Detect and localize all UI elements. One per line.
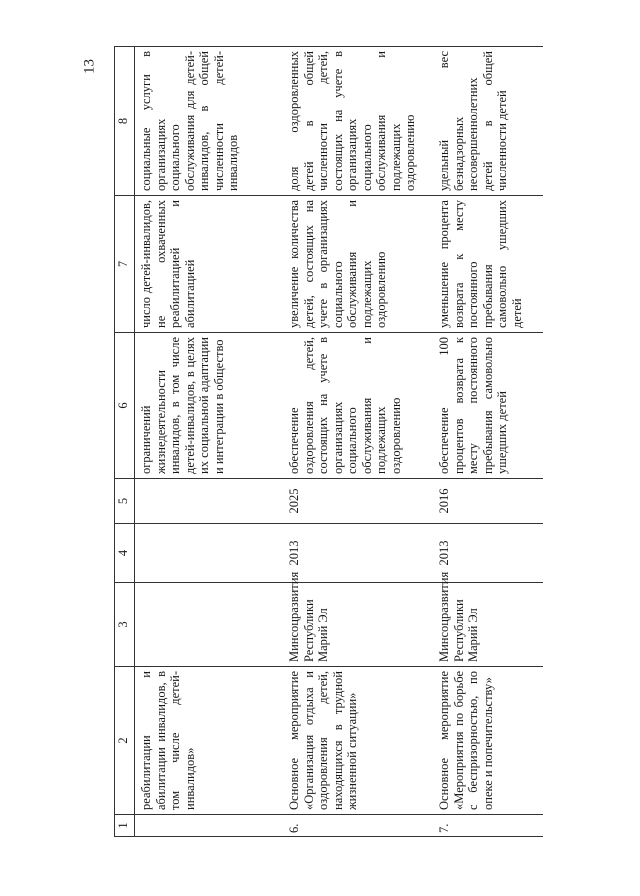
header-cell: 3	[115, 583, 135, 667]
header-cell: 6	[115, 333, 135, 479]
start-year-cell	[135, 524, 284, 583]
header-cell: 5	[115, 479, 135, 524]
consequence-cell: уменьшение процента возврата к месту постоянного пребывания самовольно ушедших детей	[433, 196, 543, 333]
header-cell: 8	[115, 47, 135, 196]
start-year-cell: 2013	[283, 524, 433, 583]
event-cell: Основное мероприятие «Мероприятия по борьбе с беспризорностью, по опеке и попечительству»	[433, 667, 543, 815]
end-year-cell: 2016	[433, 479, 543, 524]
event-cell: реабилитации и абилитации инвалидов, в том числе детей-инвалидов»	[135, 667, 284, 815]
table-row	[135, 47, 284, 837]
header-cell: 1	[115, 815, 135, 837]
end-year-cell: 2025	[283, 479, 433, 524]
event-cell: Основное мероприятие «Организация отдыха и оздоровления детей, находящихся в трудной жизненной ситуации»	[283, 667, 433, 815]
page-number: 13	[81, 59, 98, 74]
header-cell: 2	[115, 667, 135, 815]
table-header	[115, 47, 135, 837]
table-row	[283, 47, 433, 837]
rotated-table-wrapper	[114, 47, 529, 837]
program-table	[114, 46, 543, 837]
executor-cell: Минсоцразвития Республики Марий Эл	[283, 583, 433, 667]
row-number-cell	[135, 815, 284, 837]
start-year-cell: 2013	[433, 524, 543, 583]
executor-cell	[135, 583, 284, 667]
consequence-cell: увеличение количества детей, состоящих на учете в организациях социального обслуживания и подлежащих оздоровлению	[283, 196, 433, 333]
result-cell: обеспечение оздоровления детей, состоящих на учете в организациях социального обслуживания и подлежащих оздоровлению	[283, 333, 433, 479]
row-number-cell: 7.	[433, 815, 543, 837]
header-cell: 4	[115, 524, 135, 583]
indicator-cell: удельный вес безнадзорных несовершеннолетних детей в общей численности детей	[433, 47, 543, 196]
consequence-cell: число детей-инвалидов, не охваченных реабилитацией и абилитацией	[135, 196, 284, 333]
table-row	[433, 47, 543, 837]
result-cell: обеспечение 100 процентов возврата к месту постоянного пребывания самовольно ушедших детей	[433, 333, 543, 479]
indicator-cell: доля оздоровленных детей в общей численности детей, состоящих на учете в организациях социального обслуживания и подлежащих оздоровлению	[283, 47, 433, 196]
end-year-cell	[135, 479, 284, 524]
executor-cell: Минсоцразвития Республики Марий Эл	[433, 583, 543, 667]
result-cell: ограничений жизнедеятельности инвалидов, в том числе детей-инвалидов, в целях их социальной адаптации и интеграции в общество	[135, 333, 284, 479]
indicator-cell: социальные услуги в организациях социального обслуживания для детей-инвалидов, в общей численности детей-инвалидов	[135, 47, 284, 196]
header-cell: 7	[115, 196, 135, 333]
row-number-cell: 6.	[283, 815, 433, 837]
